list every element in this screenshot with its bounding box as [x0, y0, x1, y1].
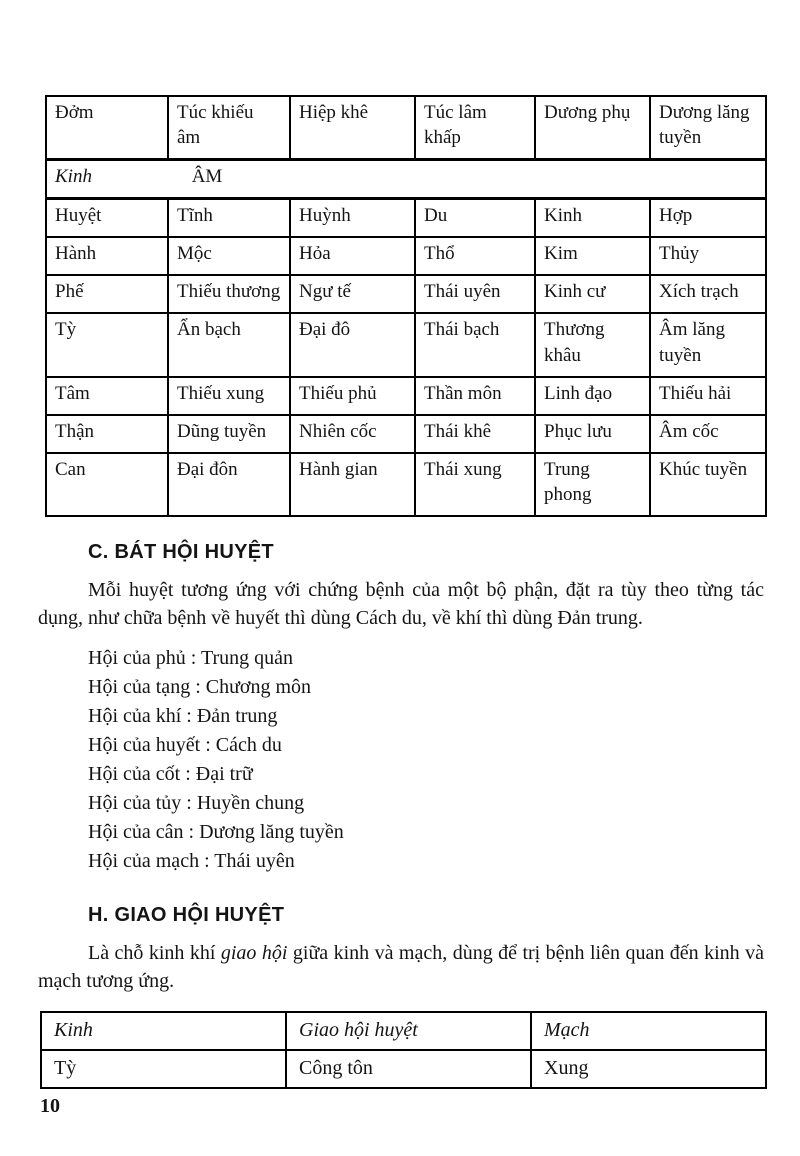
am-label: ÂM [191, 166, 223, 188]
table-cell: Thiếu phủ [290, 377, 415, 415]
table-cell: Kinh [535, 199, 650, 238]
table-cell: Dương phụ [535, 96, 650, 160]
table-cell: Thiếu thương [168, 275, 290, 313]
table-cell: Thái bạch [415, 313, 535, 376]
table-cell: Túc khiếu âm [168, 96, 290, 160]
table-cell: Đại đôn [168, 453, 290, 516]
table-cell: Thiếu hải [650, 377, 766, 415]
kinh-label: Kinh [55, 166, 92, 188]
table-cell: Dương lăng tuyền [650, 96, 766, 160]
table-cell: Phế [46, 275, 168, 313]
table-cell: Tĩnh [168, 199, 290, 238]
list-item: Hội của huyết : Cách du [88, 733, 282, 756]
section-c-heading: C. BÁT HỘI HUYỆT [88, 540, 274, 563]
table-cell: Thiếu xung [168, 377, 290, 415]
table-cell: Ngư tế [290, 275, 415, 313]
table-cell: Thổ [415, 237, 535, 275]
table-cell: Thần môn [415, 377, 535, 415]
table-cell: Ẩn bạch [168, 313, 290, 376]
section-h-heading: H. GIAO HỘI HUYỆT [88, 903, 285, 926]
table-cell: Mộc [168, 237, 290, 275]
table-cell: Âm cốc [650, 415, 766, 453]
table-cell: Khúc tuyền [650, 453, 766, 516]
table-row [46, 377, 766, 415]
table-cell: Kinh cư [535, 275, 650, 313]
list-item: Hội của tủy : Huyền chung [88, 791, 305, 814]
table-cell: Hiệp khê [290, 96, 415, 160]
paragraph-italic-phrase: giao hội [220, 941, 288, 964]
table-cell: Huyệt [46, 199, 168, 238]
table-cell: Linh đạo [535, 377, 650, 415]
table-cell: Kim [535, 237, 650, 275]
hoi-list [88, 644, 800, 876]
table-cell: Túc lâm khấp [415, 96, 535, 160]
table-row [46, 313, 766, 376]
table-cell: Tỳ [46, 313, 168, 376]
table-cell: Thái uyên [415, 275, 535, 313]
list-item: Hội của khí : Đản trung [88, 704, 278, 727]
table-cell: Dũng tuyền [168, 415, 290, 453]
list-item: Hội của cân : Dương lăng tuyền [88, 820, 344, 843]
table-cell [46, 160, 766, 199]
table-cell: Nhiên cốc [290, 415, 415, 453]
table-cell: Phục lưu [535, 415, 650, 453]
list-item: Hội của mạch : Thái uyên [88, 849, 295, 872]
table-cell: Thủy [650, 237, 766, 275]
table-cell: Đại đô [290, 313, 415, 376]
table-cell: Thận [46, 415, 168, 453]
table-cell: Hành [46, 237, 168, 275]
main-table [45, 95, 767, 517]
section-c-paragraph: Mỗi huyệt tương ứng với chứng bệnh của một bộ phận, đặt ra tùy theo từng tác dụng, như chữa bệnh về huyết thì dùng Cách du, về khí thì dùng Đản trung. [38, 578, 764, 629]
table-cell: Thương khâu [535, 313, 650, 376]
table-row [46, 96, 766, 160]
table-cell: Xích trạch [650, 275, 766, 313]
table-cell: Hỏa [290, 237, 415, 275]
table-row [46, 237, 766, 275]
table-row [46, 275, 766, 313]
table-row [46, 453, 766, 516]
table-cell: Xung [531, 1050, 766, 1088]
table-row [46, 415, 766, 453]
table-cell: Âm lăng tuyền [650, 313, 766, 376]
crossing-table [40, 1011, 767, 1089]
table-row [46, 160, 766, 199]
paragraph-text: giữa kinh và mạch, dùng để trị bệnh liên quan đến kinh và mạch tương ứng. [38, 941, 764, 992]
table-cell: Kinh [41, 1012, 286, 1050]
table-cell: Giao hội huyệt [286, 1012, 531, 1050]
table-cell: Trung phong [535, 453, 650, 516]
table-cell: Hành gian [290, 453, 415, 516]
paragraph-text: Là chỗ kinh khí [88, 941, 221, 964]
list-item: Hội của tạng : Chương môn [88, 675, 312, 698]
table-cell: Tỳ [41, 1050, 286, 1088]
table-row [46, 199, 766, 238]
table-cell: Thái xung [415, 453, 535, 516]
table-cell: Can [46, 453, 168, 516]
table-cell: Tâm [46, 377, 168, 415]
list-item: Hội của cốt : Đại trữ [88, 762, 253, 785]
list-item: Hội của phủ : Trung quản [88, 646, 293, 669]
table-row [41, 1012, 766, 1050]
table-cell: Huỳnh [290, 199, 415, 238]
table-cell: Thái khê [415, 415, 535, 453]
section-h-paragraph [38, 939, 764, 995]
table-cell: Hợp [650, 199, 766, 238]
table-cell: Du [415, 199, 535, 238]
table-cell: Công tôn [286, 1050, 531, 1088]
table-cell: Đởm [46, 96, 168, 160]
page-number: 10 [40, 1095, 60, 1117]
table-row [41, 1050, 766, 1088]
table-cell: Mạch [531, 1012, 766, 1050]
